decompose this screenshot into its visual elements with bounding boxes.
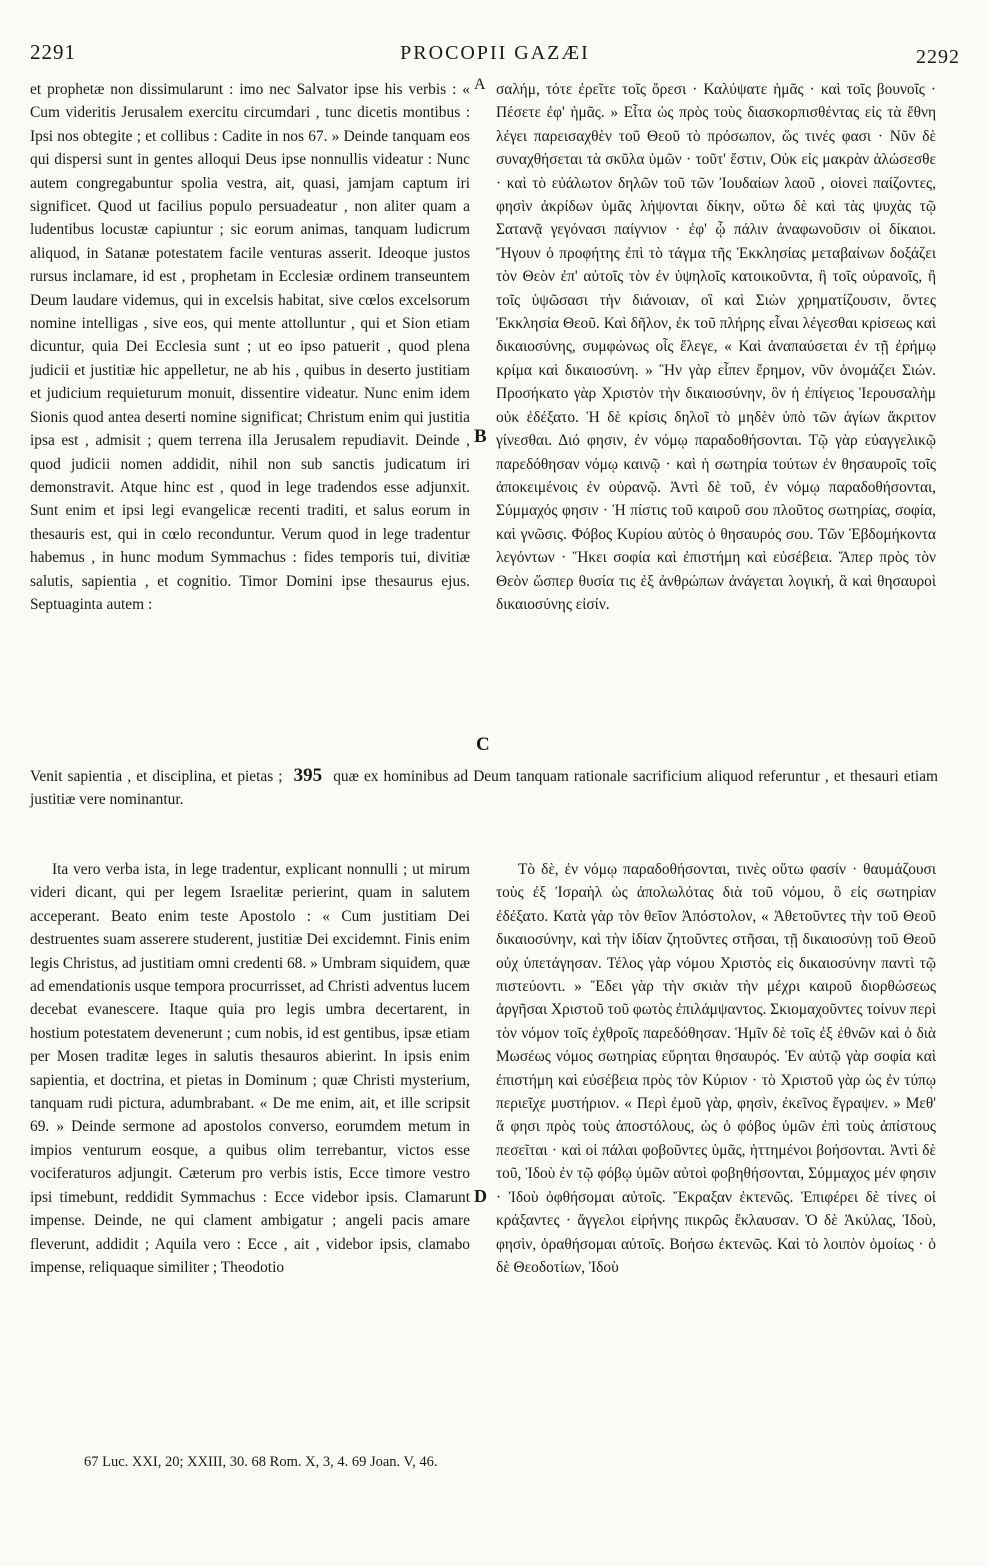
- full-width-line: [30, 764, 938, 812]
- page-header: [30, 40, 960, 70]
- greek-paragraph: σαλήμ, τότε ἐρεῖτε τοῖς ὄρεσι · Καλύψατε ἡμᾶς · καὶ τοῖς βουνοῖς · Πέσετε ἐφ' ἡμᾶς. » Εἶτα ὡς πρὸς τοὺς διασκορπισθέντας εἰς τὰ ἔθνη λέγει παρεισαχθὲν τοῦ Θεοῦ τὸ πρόσωπον, ὥς τινές φασι · Νῦν δὲ συναχθήσεται τὰ σκῦλα ὑμῶν · τοῦτ' ἔστιν, Οὐκ εἰς μακρὰν ἁλώσεσθε · καὶ τὸ εὐάλωτον δηλῶν τοῦ τῶν Ἰουδαίων λαοῦ , οἱονεὶ παίζοντες, φησὶν ἀκρίδων ὑμᾶς λήψονται δίκην, οὕτω δὲ καὶ τὰς ψυχὰς τῷ Σατανᾷ γεγόνασι παίγνιον · ἐφ' ᾧ πάλιν ἀναφωνοῦσιν οἱ δίκαιοι. Ἤγουν ὁ προφήτης ἐπὶ τὸ τάγμα τῆς Ἐκκλησίας μεταβαίνων δοξάζει τὸν Θεὸν ἐπ' αὐτοῖς τὸν ἐν ὑψηλοῖς κατοικοῦντα, ἢ τοῖς οὐρανοῖς, ἢ τοῖς ὑψῶσασι τὴν διάνοιαν, οἳ καὶ Σιὼν χρηματίζουσιν, ὄντες Ἐκκλησία Θεοῦ. Καὶ δῆλον, ἐκ τοῦ πλήρης εἶναι λέγεσθαι κρίσεως καὶ δικαιοσύνης, συμφώνως οἷς ἔλεγε, « Καὶ ἀναπαύσεται ἐν τῇ ἐρήμῳ κρίμα καὶ δικαιοσύνη. » Ἣν γὰρ εἶπεν ἔρημον, νῦν ὀνομάζει Σιών. Προσήκατο γὰρ Χριστὸν τὴν δικαιοσύνην, ὃν ἡ ἐπίγειος Ἱερουσαλὴμ οὐκ ἐδέξατο. Ἡ δὲ κρίσις δηλοῖ τὸ μηδὲν ὑπὸ τῶν ἁγίων ἄκριτον γίνεσθαι. Διό φησιν, ἐν νόμῳ παραδοθήσονται. Τῷ γὰρ εὐαγγελικῷ παρεδόθησαν νόμῳ καινῷ · καὶ ἡ σωτηρία τούτων ἐν θησαυροῖς τοῖς ἀποκειμένοις ἐν οὐρανῷ. Ἀντὶ δὲ τοῦ, ἐν νόμῳ παραδοθήσονται, Σύμμαχός φησιν · Ἡ πίστις τοῦ καιροῦ σου πλοῦτος σωτηρίας, σοφία, καὶ γνῶσις. Φόβος Κυρίου αὐτὸς ὁ θησαυρός σου. Τῶν Ἑβδομήκοντα λεγόντων · Ἥκει σοφία καὶ ἐπιστήμη καὶ εὐσέβεια. Ἅπερ πρὸς τὸν Θεὸν ὥσπερ θυσία τις ἐξ ἀνθρώπων ἀνάγεται λογική, ἃ καὶ θησαυροὶ δικαιοσύνης εἰσίν.: [496, 81, 936, 613]
- column-number: 395: [293, 765, 323, 786]
- latin-paragraph: et prophetæ non dissimularunt : imo nec Salvator ipse his verbis : « Cum videritis Jerusalem exercitu circumdari , tunc dicetis montibus : Ipsi nos obtegite ; et collibus : Cadite in nos 67. » Deinde tanquam eos qui dispersi sunt in gentes alloqui Deus ipse nonnullis videatur : Nunc autem congregabuntur spolia vestra, ait, quasi, jamjam captum iri significet. Quod ut facilius populo persuadeatur , non aliter quam a ludentibus locustæ capiuntur ; sic eorum animas, tanquam ludicrum aliquod, in Satanæ potestatem facile venturas asserit. Ideoque justos rursus inclamare, id est , prophetam in Ecclesiæ ordinem transeuntem Deum laudare videmus, qui in excelsis habitat, sive cœlos excelsorum nomine intelligas , sive eos, qui mente attolluntur , qui et Sion etiam dicuntur, quia Dei Ecclesia sunt ; ut eo ipso patuerit , quod plena judicii et justitiæ hic appelletur, ne ab his , quibus in deserto justitiam et judicium requieturum monuit, dissentire videatur. Nunc enim idem Sionis quod antea deserti nomine significat; Christum enim qui justitia ipsa est , admisit ; quem terrena illa Jerusalem repudiavit. Deinde , quod judicii nomen addidit, nihil non sub sanctis judicatum iri demonstravit. Atque hinc est , quod in lege tradendos esse adjunxit. Sunt enim et ipsi legi evangelicæ recenti traditi, et salus eorum in thesauris est, qui in cœlo reconduntur. Verum quod in lege tradentur habemus , in hunc modum Symmachus : fides temporis tui, divitiæ salutis, sapientia , et cognitio. Timor Domini ipse thesaurus ejus. Septuaginta autem :: [30, 81, 470, 613]
- page-number-right: 2292: [916, 46, 960, 68]
- running-head: PROCOPII GAZÆI: [400, 42, 590, 64]
- margin-marker-d: D: [474, 1186, 487, 1206]
- full-width-text-start: Venit sapientia , et disciplina, et pietas ;: [30, 768, 283, 785]
- full-width-text-end: quæ ex hominibus ad Deum tanquam rationale sacrificium aliquod referuntur , et thesauri etiam justitiæ vere nominantur.: [30, 768, 938, 809]
- footnotes: 67 Luc. XXI, 20; XXIII, 30. 68 Rom. X, 3, 4. 69 Joan. V, 46.: [84, 1454, 438, 1470]
- margin-marker-c: C: [476, 734, 490, 755]
- latin-paragraph: Ita vero verba ista, in lege tradentur, explicant nonnulli ; ut mirum videri dicant, qui per legem Israelitæ perierint, quam in salutem acceperant. Beato enim teste Apostolo : « Cum justitiam Dei destruentes suam asserere studerent, justitiæ Dei excidemnt. Finis enim legis Christus, ad justitiam omni credenti 68. » Umbram siquidem, quæ ad emendationis usque tempora procurrisset, ad Christi adventus lucem decebat evanescere. Itaque quia pro legis umbra decertarent, in hostium potestatem devenerunt ; cum nobis, id est gentibus, ipsæ etiam per Mosen traditæ leges in salutis thesauros abierint. In ipsis enim sapientia, et doctrina, et pietas in Dominum ; quæ Christi mysterium, tanquam rudi pictura, adumbrabant. « De me enim, ait, et ille scripsit 69. » Deinde sermone ad apostolos converso, eorumdem metum in impios venturum eosque, a quibus olim terrebantur, victos esse vociferaturos adjungit. Cæterum pro verbis istis, Ecce timore vestro ipsi timebunt, reddidit Symmachus : Ecce videbor ipsis. Clamarunt impense. Deinde, ne qui clament ambigatur ; angeli pacis amare fleverunt, addidit ; Aquila vero : Ecce , ait , videbor ipsis, clamabo impense, reliquaque similiter ; Theodotio: [30, 861, 470, 1276]
- margin-marker-a: A: [474, 76, 486, 93]
- greek-column-top: [496, 78, 936, 616]
- latin-column-top: [30, 78, 470, 616]
- margin-marker-b: B: [474, 426, 487, 447]
- page-number-left: 2291: [30, 40, 76, 64]
- latin-column-bottom: [30, 858, 470, 1279]
- greek-paragraph: Τὸ δὲ, ἐν νόμῳ παραδοθήσονται, τινὲς οὕτω φασίν · θαυμάζουσι τοὺς ἐξ Ἰσραὴλ ὡς ἀπολωλότας διὰ τοῦ νόμου, ὃ εἰς σωτηρίαν ἐδέξατο. Κατὰ γὰρ τὸν θεῖον Ἀπόστολον, « Ἀθετοῦντες τὴν τοῦ Θεοῦ δικαιοσύνην, καὶ τὴν ἰδίαν ζητοῦντες στῆσαι, τῇ δικαιοσύνῃ τοῦ Θεοῦ οὐχ ὑπετάγησαν. Τέλος γὰρ νόμου Χριστὸς εἰς δικαιοσύνην παντὶ τῷ πιστεύοντι. » Ἔδει γὰρ τὴν σκιὰν τὴν μέχρι καιροῦ διορθώσεως ἀργῆσαι Χριστοῦ τοῦ φωτὸς ἐπιλάμψαντος. Σκιομαχοῦντες τοίνυν περὶ τὸν νόμον τοῖς ἐχθροῖς παρεδόθησαν. Ἡμῖν δὲ τοῖς ἐξ ἐθνῶν καὶ ὁ διὰ Μωσέως νόμος σωτηρίας εὕρηται θησαυρός. Ἐν αὐτῷ γὰρ σοφία καὶ ἐπιστήμη καὶ εὐσέβεια πρὸς τὸν Κύριον · τὸ Χριστοῦ γὰρ ὡς ἐν τύπῳ περιεῖχε μυστήριον. « Περὶ ἐμοῦ γὰρ, φησὶν, ἐκεῖνος ἔγραψεν. » Μεθ' ἅ φησι πρὸς τοὺς ἀποστόλους, ὡς ὁ φόβος ὑμῶν ἐπὶ τοὺς ἀπίστους πεσεῖται · καὶ οἱ πάλαι φοβοῦντες ὑμᾶς, ἡττημένοι βοήσονται. Ἀντὶ δὲ τοῦ, Ἰδοὺ ἐν τῷ φόβῳ ὑμῶν αὐτοὶ φοβηθήσονται, Σύμμαχος μέν φησιν · Ἰδοὺ ὀφθήσομαι αὐτοῖς. Ἔκραξαν ἐκτενῶς. Ἐπιφέρει δὲ τίνες οἱ κράξαντες · ἄγγελοι εἰρήνης πικρῶς ἔκλαυσαν. Ὁ δὲ Ἀκύλας, Ἰδοὺ, φησὶν, ὁραθήσομαι αὐτοῖς. Βοήσω ἐκτενῶς. Καὶ τὸ λοιπὸν ὁμοίως · ὁ δὲ Θεοδοτίων, Ἰδοὺ: [496, 861, 936, 1276]
- greek-column-bottom: [496, 858, 936, 1279]
